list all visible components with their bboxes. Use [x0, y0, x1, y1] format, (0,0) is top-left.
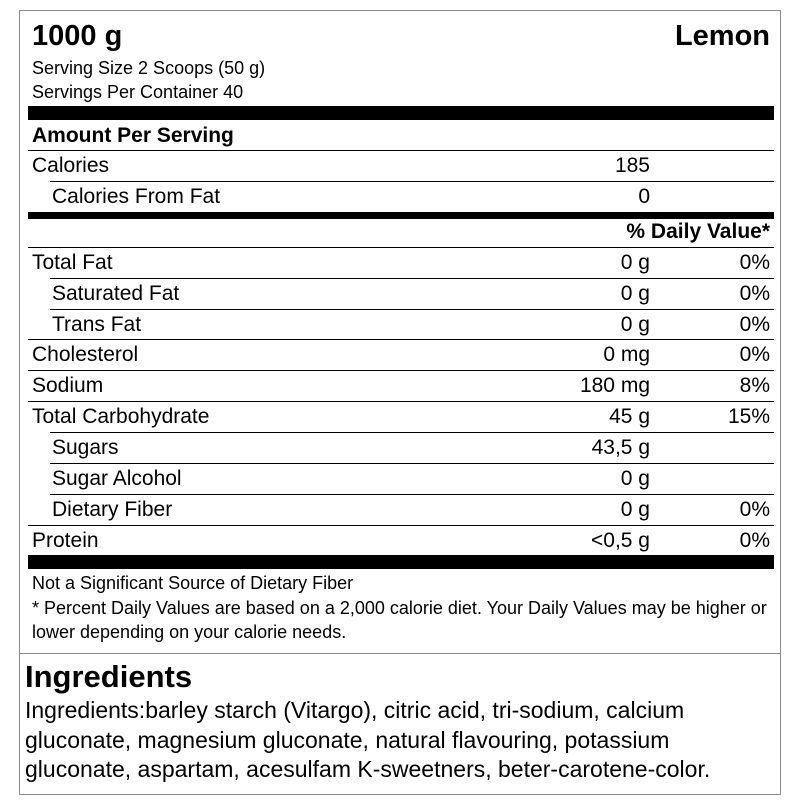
nutrient-amount: 45 g [609, 405, 650, 428]
calories-value: 185 [614, 154, 650, 177]
calories-from-fat-label: Calories From Fat [52, 185, 221, 208]
nutrient-amount: <0,5 g [591, 529, 650, 552]
nutrient-daily-value: 0% [739, 498, 770, 521]
nutrient-name: Sodium [32, 374, 104, 397]
nutrient-daily-value: 0% [739, 343, 770, 366]
nutrient-daily-value: 0% [739, 251, 770, 274]
nutrient-daily-value: 0% [739, 529, 770, 552]
nutrient-row [28, 279, 774, 309]
servings-per-container: Servings Per Container 40 [32, 82, 244, 102]
nutrient-amount: 0 g [620, 467, 650, 490]
thick-divider-bar [28, 555, 774, 569]
nutrient-row [28, 248, 774, 278]
nutrient-amount: 180 mg [579, 374, 650, 397]
footnote-daily-values: * Percent Daily Values are based on a 2,000 calorie diet. Your Daily Values may be higher or lower depending on your calorie needs. [32, 598, 767, 642]
calories-from-fat-row [28, 182, 774, 212]
thick-divider-bar [28, 106, 774, 120]
nutrient-name: Dietary Fiber [52, 498, 173, 521]
nutrient-daily-value: 15% [727, 405, 770, 428]
daily-value-heading: % Daily Value* [626, 220, 770, 243]
calories-label: Calories [32, 154, 110, 177]
nutrient-row [28, 371, 774, 401]
section-divider [19, 653, 781, 654]
nutrient-daily-value: 8% [739, 374, 770, 397]
nutrient-name: Saturated Fat [52, 282, 180, 305]
nutrient-row [28, 402, 774, 432]
nutrient-name: Cholesterol [32, 343, 139, 366]
nutrient-name: Total Fat [32, 251, 113, 274]
nutrient-row [28, 464, 774, 494]
flavor-name: Lemon [674, 20, 770, 52]
top-row [32, 20, 770, 54]
nutrient-name: Total Carbohydrate [32, 405, 210, 428]
calories-row [28, 151, 774, 181]
nutrient-amount: 0 g [620, 313, 650, 336]
nutrient-row [28, 495, 774, 525]
ingredients-text: Ingredients:barley starch (Vitargo), citric acid, tri-sodium, calcium gluconate, magnesium gluconate, natural flavouring, potassium gluconate, aspartam, acesulfam K-sweetners, beter-carotene-color. [25, 697, 711, 782]
nutrient-amount: 0 g [620, 282, 650, 305]
nutrient-daily-value: 0% [739, 282, 770, 305]
amount-per-serving-heading: Amount Per Serving [32, 124, 234, 147]
nutrient-row [28, 433, 774, 463]
nutrient-amount: 0 g [620, 251, 650, 274]
nutrient-amount: 0 g [620, 498, 650, 521]
nutrient-daily-value: 0% [739, 313, 770, 336]
nutrient-name: Trans Fat [52, 313, 142, 336]
nutrient-amount: 0 mg [603, 343, 650, 366]
nutrition-facts-panel [28, 14, 774, 654]
ingredients-heading: Ingredients [25, 659, 193, 694]
calories-from-fat-value: 0 [638, 185, 650, 208]
nutrient-row [28, 340, 774, 370]
footnote-not-significant: Not a Significant Source of Dietary Fiber [32, 573, 354, 593]
nutrient-row [28, 310, 774, 340]
nutrient-amount: 43,5 g [591, 436, 650, 459]
nutrient-name: Sugar Alcohol [52, 467, 182, 490]
nutrient-name: Sugars [52, 436, 119, 459]
serving-size: Serving Size 2 Scoops (50 g) [32, 58, 266, 78]
nutrient-name: Protein [32, 529, 99, 552]
nutrient-row [28, 526, 774, 556]
net-weight: 1000 g [32, 20, 123, 52]
